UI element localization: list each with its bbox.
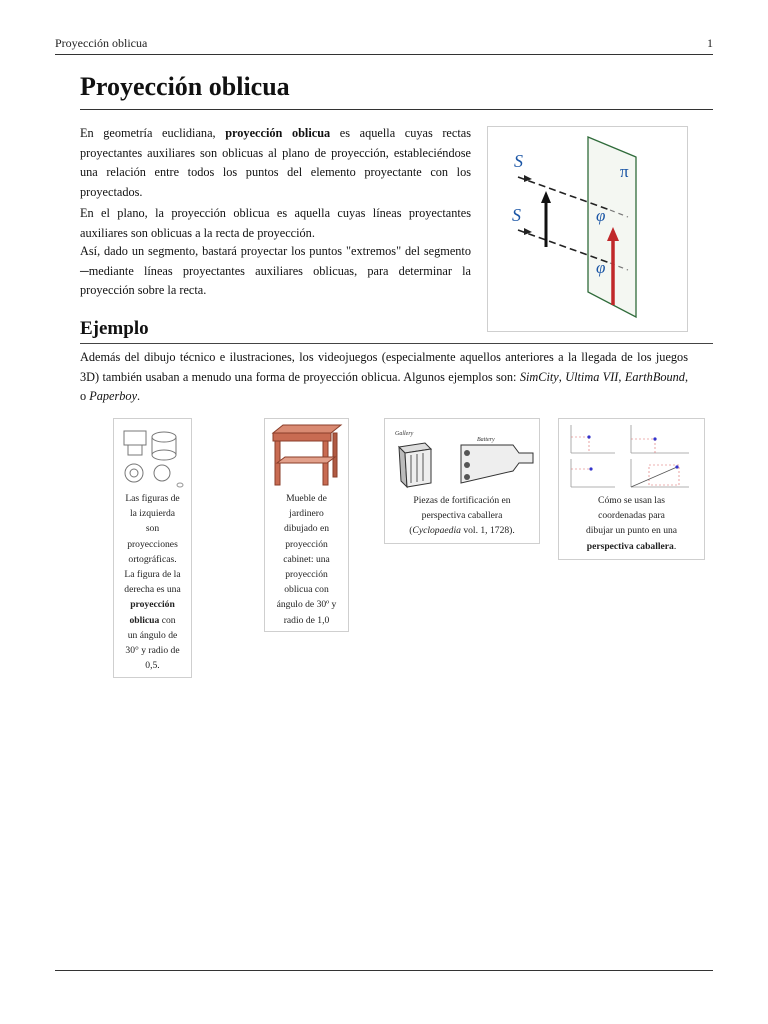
running-title: Proyección oblicua bbox=[55, 36, 148, 50]
point bbox=[653, 437, 656, 440]
game-paperboy: Paperboy bbox=[89, 389, 138, 404]
small-mark bbox=[177, 483, 183, 487]
battery-outline bbox=[461, 445, 533, 483]
title-rule bbox=[80, 109, 713, 110]
game-ultima-vii: Ultima VII bbox=[565, 369, 619, 384]
page-number: 1 bbox=[707, 36, 713, 50]
cap4-line: coordenadas para bbox=[598, 510, 665, 522]
section-heading-ejemplo: Ejemplo bbox=[80, 318, 149, 339]
figure-coordinates bbox=[558, 418, 705, 560]
figure-fortification-caption bbox=[385, 493, 539, 539]
cap1-line: un ángulo de bbox=[127, 629, 178, 641]
cap1-line: la izquierda bbox=[129, 508, 175, 520]
planter-top bbox=[273, 425, 341, 433]
intro-paragraph-2: En el plano, la proyección oblicua es aquella cuyas líneas proyectantes auxiliares son oblicuas a la recta de proyección. bbox=[80, 206, 471, 240]
ortho-top-inner bbox=[130, 469, 138, 477]
cap1-line: ortográficas. bbox=[128, 553, 177, 565]
cap1-bold: proyección bbox=[130, 599, 175, 611]
oblique-axis bbox=[631, 467, 677, 487]
point bbox=[587, 435, 590, 438]
cap1-line: proyecciones bbox=[127, 538, 178, 550]
cap1-bold: oblicua bbox=[129, 614, 160, 626]
header-rule bbox=[55, 54, 713, 55]
footer-rule bbox=[55, 970, 713, 971]
label-s-top: S bbox=[514, 151, 523, 171]
intro-paragraph-1 bbox=[80, 124, 471, 203]
ortho-side-circle bbox=[154, 465, 170, 481]
figure-orthographic-caption bbox=[114, 491, 191, 673]
planter-front bbox=[273, 433, 331, 441]
oblique-top-ellipse bbox=[152, 432, 176, 442]
cap2-line: proyección bbox=[285, 569, 328, 581]
intro-p1-rest: es aquella cuyas rectas proyectantes auxiliares son oblicuas al plano de proyección, estableciéndose una relación entre todos los puntos del elemento proyectante con los proyectados. bbox=[80, 126, 471, 200]
original-segment-arrow bbox=[541, 191, 551, 203]
planter-leg-back bbox=[333, 433, 337, 477]
cap4-end: . bbox=[673, 540, 677, 552]
cap3-rest: vol. 1, 1728). bbox=[460, 525, 515, 537]
oblique-bottom-ellipse bbox=[152, 450, 176, 460]
game-simcity: SimCity bbox=[519, 369, 559, 384]
planter-shelf bbox=[277, 457, 335, 463]
sep-1: , bbox=[558, 369, 566, 384]
label-battery: Battery bbox=[477, 437, 495, 443]
sep-3: , o bbox=[80, 369, 689, 404]
label-phi-bottom: φ bbox=[596, 258, 606, 277]
projection-diagram-svg bbox=[488, 127, 687, 331]
orthographic-drawing bbox=[114, 423, 191, 493]
cap2-line: Mueble de bbox=[286, 493, 327, 504]
cap2-line: ángulo de 30º y bbox=[276, 599, 337, 611]
ortho-top-outer bbox=[125, 464, 143, 482]
point bbox=[589, 467, 592, 470]
cap2-line: oblicua con bbox=[284, 584, 329, 596]
coordinates-drawing bbox=[559, 419, 704, 491]
page-title: Proyección oblicua bbox=[80, 72, 290, 101]
ortho-front-top bbox=[124, 431, 146, 445]
figure-fortification bbox=[384, 418, 540, 544]
point bbox=[675, 465, 678, 468]
label-s-bottom: S bbox=[512, 205, 521, 225]
figure-planter-caption bbox=[265, 491, 348, 628]
battery-cannon bbox=[464, 450, 470, 456]
cap3-line: perspectiva caballera bbox=[421, 510, 503, 522]
sep-end: . bbox=[137, 389, 141, 404]
cap3-line: Piezas de fortificación en bbox=[413, 495, 511, 506]
planter-drawing bbox=[265, 419, 348, 489]
gallery-front bbox=[405, 449, 431, 487]
label-gallery: Gallery bbox=[395, 431, 414, 437]
cap2-line: cabinet: una bbox=[283, 553, 330, 565]
cap3-italic: Cyclopaedia bbox=[412, 525, 461, 537]
cap1-line: derecha es una bbox=[124, 584, 181, 596]
figure-coordinates-caption bbox=[559, 493, 704, 554]
cap1-line: La figura de la bbox=[124, 569, 181, 581]
cap3-paren: ( bbox=[409, 525, 413, 537]
fortification-drawing bbox=[385, 419, 539, 491]
ejemplo-paragraph bbox=[80, 348, 688, 407]
battery-cannon bbox=[464, 474, 470, 480]
cap1-after-bold: con bbox=[159, 614, 176, 626]
cap1-line: Las figuras de bbox=[125, 493, 180, 504]
cap2-line: jardinero bbox=[289, 508, 324, 520]
ortho-front-bottom bbox=[128, 445, 142, 455]
label-phi-top: φ bbox=[596, 206, 606, 225]
cap1-line: 0,5. bbox=[145, 660, 160, 672]
ejemplo-text: Además del dibujo técnico e ilustraciones, los videojuegos (especialmente aquellos anteriores a la llegada de los juegos 3D) también usaban a menudo una forma de proyección oblicua. Algunos ejemplos son: bbox=[80, 350, 688, 384]
cap1-line: son bbox=[145, 523, 160, 535]
battery-cannon bbox=[464, 462, 470, 468]
cap1-line: 30° y radio de bbox=[125, 645, 180, 657]
cap2-line: dibujado en bbox=[283, 523, 330, 535]
sep-2: , bbox=[618, 369, 625, 384]
cap4-bold: perspectiva caballera bbox=[586, 540, 674, 552]
label-pi: π bbox=[620, 162, 629, 181]
cap2-line: proyección bbox=[285, 538, 328, 550]
figure-planter bbox=[264, 418, 349, 632]
section-rule bbox=[80, 343, 713, 344]
cap4-line: Cómo se usan las bbox=[598, 495, 665, 506]
game-earthbound: EarthBound bbox=[624, 369, 685, 384]
term-proyeccion-oblicua: proyección oblicua bbox=[225, 126, 331, 140]
intro-p1-text: En geometría euclidiana, bbox=[80, 126, 226, 140]
running-header bbox=[55, 36, 713, 52]
cap2-line: radio de 1,0 bbox=[283, 614, 330, 626]
cap4-line: dibujar un punto en una bbox=[585, 525, 678, 537]
figure-orthographic bbox=[113, 418, 192, 678]
projection-diagram bbox=[487, 126, 688, 332]
intro-paragraph-3: Así, dado un segmento, bastará proyectar los puntos "extremos" del segmento ─mediante líneas proyectantes auxiliares oblicuas, para determinar la proyección sobre la recta. bbox=[80, 244, 471, 298]
